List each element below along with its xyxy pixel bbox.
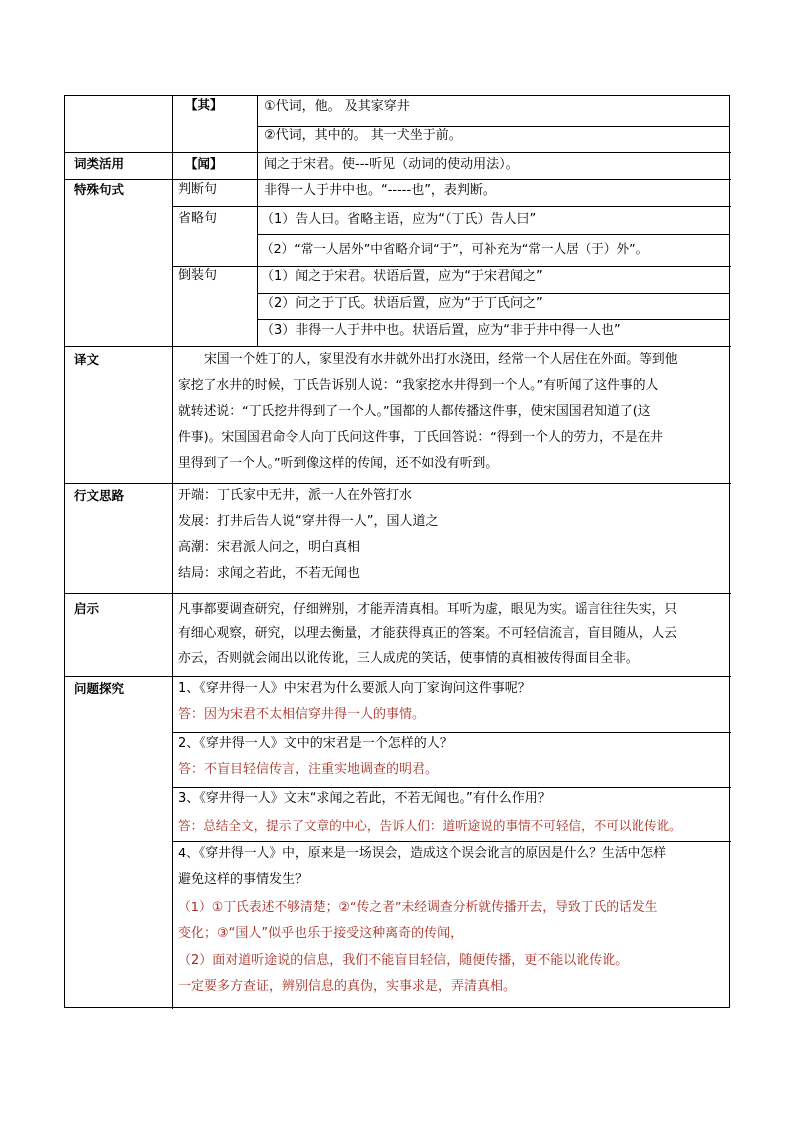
question-2: 2、《穿井得一人》文中的宋君是一个怎样的人？	[178, 736, 453, 751]
qi-term: 【其】	[185, 97, 223, 112]
yiwen-line-4: 件事)。宋国国君命令人向丁氏问这件事，丁氏回答说：“得到一个人的劳力，不是在井	[178, 430, 664, 445]
shenglue-label: 省略句	[178, 211, 218, 226]
wenti-label: 问题探究	[74, 681, 125, 696]
qi-line-2: ②代词，其中的。 其一犬坐于前。	[264, 128, 462, 143]
cilei-text: 闻之于宋君。使---听见（动词的使动用法）。	[264, 157, 519, 172]
question-4-line-1: 4、《穿井得一人》中，原来是一场误会，造成这个误会讹言的原因是什么？生活中怎样	[178, 846, 667, 861]
daozhuang-line-3: （3）非得一人于井中也。状语后置，应为“非于井中得一人也”	[261, 323, 621, 338]
silu-line-2: 发展：打井后告人说“穿井得一人”，国人道之	[178, 514, 439, 529]
daozhuang-line-1: （1）闻之于宋君。状语后置，应为“于宋君闻之”	[261, 269, 543, 284]
silu-line-1: 开端：丁氏家中无井，派一人在外管打水	[178, 488, 413, 503]
qishi-line-1: 凡事都要调查研究，仔细辨别，才能弄清真相。耳听为虚，眼见为实。谣言往往失实，只	[178, 602, 678, 617]
panduan-text: 非得一人于井中也。“-----也”，表判断。	[264, 183, 496, 198]
notes-table	[64, 95, 730, 1008]
answer-3: 答：总结全文，提示了文章的中心，告诉人们：道听途说的事情不可轻信，不可以讹传讹。	[178, 818, 682, 833]
yiwen-line-3: 就转述说：“丁氏挖井得到了一个人。”国都的人都传播这件事，使宋国国君知道了(这	[178, 404, 651, 419]
answer-4-line-3: （2）面对道听途说的信息，我们不能盲目轻信，随便传播，更不能以讹传讹。	[178, 953, 629, 968]
qishi-line-2: 有细心观察，研究，以理去衡量，才能获得真正的答案。不可轻信流言，盲目随从，人云	[178, 626, 678, 641]
cilei-label: 词类活用	[74, 156, 125, 171]
silu-label: 行文思路	[74, 488, 125, 503]
answer-4-line-1: （1）①丁氏表述不够清楚；②“传之者”未经调查分析就传播开去，导致丁氏的话发生	[178, 900, 658, 915]
yiwen-line-1: 宋国一个姓丁的人，家里没有水井就外出打水浇田，经常一个人居住在外面。等到他	[204, 352, 678, 367]
qi-line-1: ①代词，他。 及其家穿井	[264, 99, 410, 114]
shenglue-line-1: （1）告人曰。省略主语，应为“（丁氏）告人曰”	[261, 212, 537, 227]
qishi-label: 启示	[74, 601, 100, 616]
yiwen-line-2: 家挖了水井的时候，丁氏告诉别人说：“我家挖水井得到一个人。”有听闻了这件事的人	[178, 378, 659, 393]
cilei-term: 【闻】	[185, 156, 223, 171]
answer-4-line-4: 一定要多方查证，辨别信息的真伪，实事求是，弄清真相。	[178, 979, 517, 994]
qishi-line-3: 亦云，否则就会闹出以讹传讹，三人成虎的笑话，使事情的真相被传得面目全非。	[178, 651, 639, 666]
answer-4-line-2: 变化；③“国人”似乎也乐于接受这种离奇的传闻，	[178, 926, 464, 941]
silu-line-4: 结局：求闻之若此，不若无闻也	[178, 566, 361, 581]
question-3: 3、《穿井得一人》文末“求闻之若此，不若无闻也。”有什么作用？	[178, 791, 551, 806]
panduan-label: 判断句	[178, 182, 218, 197]
teshu-label: 特殊句式	[74, 182, 125, 197]
silu-line-3: 高潮：宋君派人问之，明白真相	[178, 540, 361, 555]
answer-1: 答：因为宋君不太相信穿井得一人的事情。	[178, 707, 426, 722]
yiwen-line-5: 里得到了一个人。”听到像这样的传闻，还不如没有听到。	[178, 456, 499, 471]
answer-2: 答：不盲目轻信传言，注重实地调查的明君。	[178, 762, 439, 777]
shenglue-line-2: （2）“常一人居外”中省略介词“于”，可补充为“常一人居（于）外”。	[261, 241, 649, 256]
daozhuang-line-2: （2）问之于丁氏。状语后置，应为“于丁氏问之”	[261, 296, 543, 311]
daozhuang-label: 倒装句	[178, 268, 218, 283]
question-4-line-2: 避免这样的事情发生？	[178, 872, 309, 887]
question-1: 1、《穿井得一人》中宋君为什么要派人向丁家询问这件事呢？	[178, 681, 531, 696]
yiwen-label: 译文	[74, 352, 100, 367]
